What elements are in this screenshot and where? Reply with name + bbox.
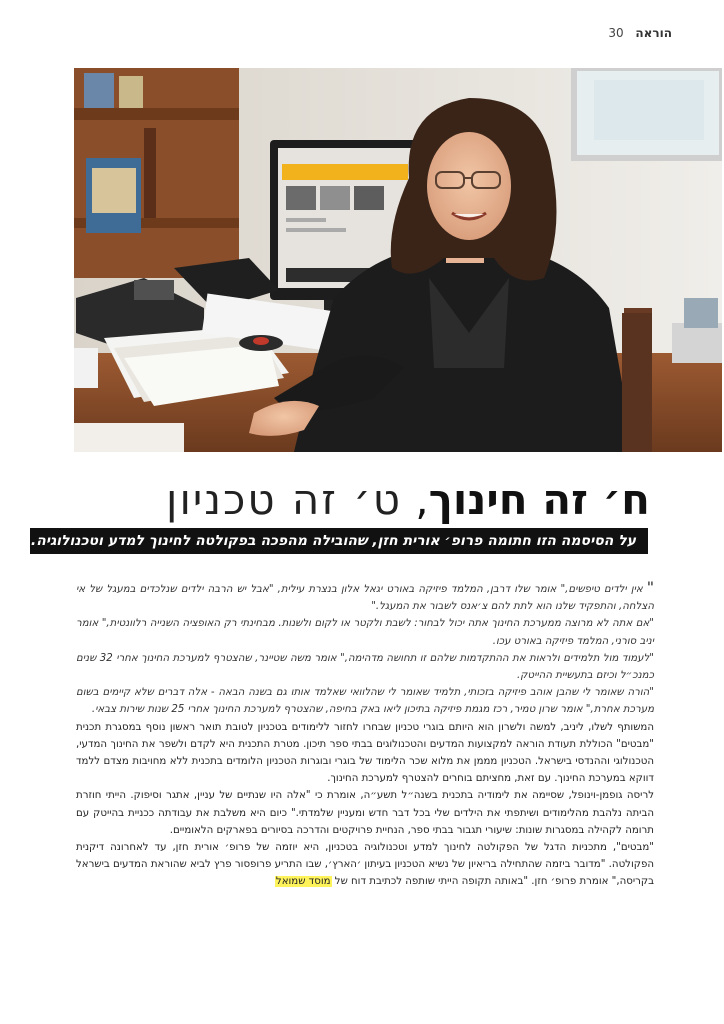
title-separator: , <box>415 475 429 524</box>
title-bold: ח׳ זה חינוך <box>428 475 650 524</box>
paragraph-text: "אם אתה לא מרוצה ממערכת החינוך אתה יכול לבחור: לשבת ולקטר או לקום ולשנות. מבחינתי רק האופציה השנייה רלוונטית," אומר יניב סורני, המלמד פיזיקה באורט עכו. <box>76 618 654 647</box>
paragraph-text: אין ילדים טיפשים," אומר שלו דרבן, המלמד פיזיקה באורט יגאל אלון בנצרת עילית, "אבל יש הרבה ילדים שנלכדים במעגל של אי הצלחה, והתפקיד שלנו הוא לתת להם צ׳אנס לשבור את המעגל." <box>76 584 654 613</box>
article-body <box>76 580 654 891</box>
paragraph-text: לריסה גופמן-וינופל, שסיימה את לימודיה בתכנית בשנה״ל תשע״ה, אומרת כי "אלה היו שנתיים של עניין, אתגר וסיפוק. הייתי חוזרת הביתה נלהבת מהלימודים ושיתפתי את הילדים שלי בכל דבר חדש ומעניין שלמדתי." כיום היא משלבת את עבודתה ככניית בהייטק עם תרומה לקהילה במסגרות שונות: שיעורי תגבור בבתי ספר, הנחיית פרויקטים והדרכה בסיורים בפארקים הלאומיים. <box>76 790 654 836</box>
section-name: הוראה <box>635 26 672 40</box>
article-title <box>40 474 650 526</box>
paragraph-5 <box>76 719 654 788</box>
highlighted-text: מוסד שמואל <box>275 876 331 888</box>
portrait-photo <box>74 68 722 452</box>
drop-cap: " <box>646 580 654 596</box>
paragraph-text: "לעמוד מול תלמידים ולראות את ההתקדמות שלהם זו תחושה מדהימה," אומר משה שטיינר, שהצטרף למערכת החינוך אחרי 32 שנים כמנכ״ל וכיזם בתעשיית ההייטק. <box>76 652 654 682</box>
paragraph-3 <box>76 650 654 684</box>
paragraph-6 <box>76 787 654 839</box>
subtitle-text: על הסיסמה הזו חתומה פרופ׳ אורית חזן, שהובילה מהפכה בפקולטה לחינוך למדע וטכנולוגיה. <box>30 533 636 549</box>
page-number: 30 <box>608 26 624 40</box>
title-light: ט׳ זה טכניון <box>166 475 402 524</box>
paragraph-text: "הורה שאומר לי שהבן אוהב פיזיקה בזכותי, תלמיד שאומר לי שהלוואי שאלמד אותו גם בשנה הבאה - אלה דברים שלא קיימים בשום מערכת אחרת," אומר שרון טמיר, רכז מגמת פיזיקה בתיכון ליאו באק בחיפה, שהצטרף למערכת החינוך אחרי 25 שנות שירות צבאי. <box>76 687 654 716</box>
paragraph-7 <box>76 839 654 891</box>
subtitle-bar <box>30 528 648 554</box>
paragraph-2 <box>76 615 654 649</box>
article-photo <box>74 68 722 452</box>
paragraph-text: "מבטים", מתכניות הדגל של הפקולטה לחינוך למדע וטכנולוגיה בטכניון, היא יוזמה של פרופ׳ אורית חזן, עד לאחרונה דיקנית הפקולטה. "מדובר ביזמה שהתחילה בריאיון של נשיא הטכניון בעיתון ׳הארץ׳, שבו התריע פרופסור פרץ לביא שהוראת המדעים בישראל בקריסה," אומרת פרופ׳ חזן. "באותה תקופה הייתי שותפה לכתיבת דוח של <box>76 842 654 888</box>
running-head <box>608 26 672 40</box>
paragraph-text: המשותף לשלו, ליניב, למשה ולשרון הוא היותם בוגרי טכניון שבחרו לחזור ללימודים בטכניון לטובת תואר ראשון נוסף במסגרת תכנית "מבטים" הכוללת תעודת הוראה למקצועות המדעים והטכנולוגים בבתי ספר תיכון. מטרת התכנית היא לקדם ולשפר את החינוך המדעי, הטכנולוגי וההנדסי בישראל. הטכניון מממן את מלוא שכר הלימוד של בוגרי ובוגרות הטכניון הלומדים בתכנית ללא מחויבות מצדם ללמד דווקא במערכת החינוך. עם זאת, מחציתם בוחרים להצטרף למערכת החינוך. <box>76 721 654 785</box>
paragraph-1 <box>76 580 654 615</box>
paragraph-4 <box>76 684 654 718</box>
